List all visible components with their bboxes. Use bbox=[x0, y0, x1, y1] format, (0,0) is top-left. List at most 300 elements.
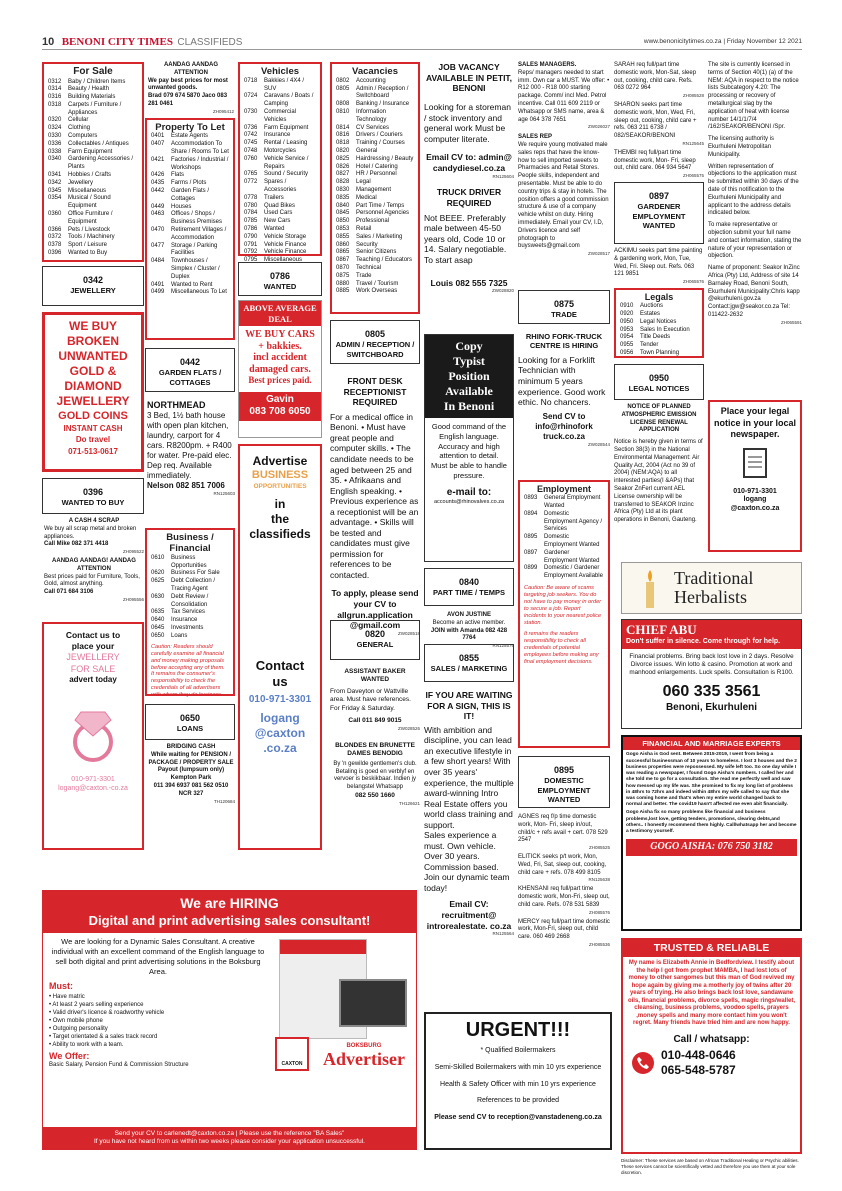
category-code: 0772 bbox=[244, 179, 258, 186]
hiring-offer-label: We Offer: bbox=[49, 1051, 90, 1062]
caxton-logo bbox=[275, 1037, 309, 1071]
hiring-body bbox=[43, 933, 416, 1083]
ad-ref: ZW028526 bbox=[397, 725, 420, 731]
category-label: Technical bbox=[356, 265, 382, 271]
ad-line: advert today bbox=[69, 675, 117, 685]
ad-contact: Call Mike 082 371 4418 bbox=[44, 541, 109, 548]
category-item bbox=[151, 570, 229, 578]
category-label: Houses bbox=[171, 203, 192, 210]
hiring-footer-line: If you have not heard from us within two weeks please consider your application unsuccessful. bbox=[94, 1137, 365, 1145]
category-code: 0463 bbox=[151, 211, 165, 218]
category-item bbox=[151, 594, 229, 610]
category-number: 0855 bbox=[458, 653, 480, 663]
ad-text: MERCY req full/part time domestic work, Mon-Fri, sleep out, child care. 060 469 2668 bbox=[518, 918, 610, 941]
hiring-footer-line: Send your CV to carlenedt@caxton.co.za | Please use the reference "BA Sales" bbox=[114, 1129, 345, 1137]
category-code: 0828 bbox=[336, 179, 350, 186]
category-label: Accounting bbox=[356, 77, 386, 84]
category-label: Insurance bbox=[171, 617, 198, 624]
category-label: Information Technology bbox=[356, 109, 387, 123]
ad-title: BRIDGING CASH bbox=[166, 744, 216, 750]
category-code: 0724 bbox=[244, 93, 258, 100]
category-code: 0610 bbox=[151, 554, 165, 561]
legal-notices-category bbox=[614, 364, 704, 400]
category-code: 0312 bbox=[48, 78, 62, 85]
property-list bbox=[151, 133, 229, 297]
category-code: 0324 bbox=[48, 125, 62, 132]
ad-text: Written representation of objections to the application must be submitted within 30 days of the date of this notification to the Ekurhuleni Municipality and applicant to the address details indicated below. bbox=[708, 163, 799, 217]
we-buy-line: BROKEN bbox=[66, 334, 119, 348]
ad-email: @caxton.co.za bbox=[730, 505, 780, 513]
ad-line: Position bbox=[448, 369, 490, 383]
ad-ref: ZW026027 bbox=[587, 124, 610, 130]
category-code: 0805 bbox=[336, 85, 350, 92]
property-title: Property To Let bbox=[155, 122, 225, 133]
category-label: Factories / Industrial / Workshops bbox=[171, 156, 229, 171]
ad-title: RHINO FORK-TRUCK CENTRE IS HIRING bbox=[525, 332, 603, 351]
cash-scrap-ad bbox=[44, 518, 144, 555]
ad-ref: ZW028820 bbox=[491, 288, 514, 294]
category-item bbox=[336, 179, 414, 187]
page-number: 10 bbox=[42, 36, 55, 48]
category-code: 0470 bbox=[151, 226, 165, 233]
category-code: 0745 bbox=[244, 140, 258, 147]
category-label: Auctions bbox=[640, 303, 664, 310]
category-item bbox=[151, 133, 229, 141]
ad-line: References to be provided bbox=[476, 1097, 560, 1105]
vacancies-box bbox=[330, 62, 420, 314]
category-code: 0808 bbox=[336, 101, 350, 108]
category-code: 0814 bbox=[336, 124, 350, 131]
category-label: Miscellaneous bbox=[68, 187, 107, 194]
ad-email: @caxton bbox=[254, 725, 306, 740]
category-item bbox=[151, 555, 229, 571]
ad-phone: 082 550 1660 bbox=[355, 792, 395, 800]
category-item bbox=[244, 234, 316, 242]
ad-title: ASSISTANT BAKER WANTED bbox=[344, 668, 406, 684]
category-code: 0338 bbox=[48, 148, 62, 155]
category-label: Senior Citizens bbox=[356, 249, 397, 256]
category-number: 0786 bbox=[269, 271, 291, 281]
ad-text: To make representative or objection submit your full name and contact information, stating the nature of your representation or objection. bbox=[708, 222, 802, 260]
ad-text: Reps/ managers needed to start imm. Own car a MUST. We offer: • R12 000 - R18 000 starting package. Comm/ incl Med. Petrol incentive. Call 011 609 2119 or Whatsapp or SMS name, area & age 064 378 7651 bbox=[518, 69, 610, 123]
employment-title: Employment bbox=[536, 484, 591, 494]
category-item bbox=[244, 179, 316, 195]
employment-box bbox=[518, 480, 610, 748]
category-item bbox=[151, 172, 229, 180]
ad-phones: 011 394 6937 081 562 0510 NCR 327 bbox=[153, 782, 229, 797]
category-code: 0820 bbox=[336, 148, 350, 155]
category-code: 0366 bbox=[48, 226, 62, 233]
category-label: Retirement Villages / Accommodation bbox=[171, 226, 227, 241]
ad-text: Financial problems. Bring back lost love in 2 days. Resolve Divorce issues. Win lotto & casino. Promotion at work and manhood enlargements. Luck spells. Consultation is R100. bbox=[629, 653, 794, 677]
category-code: 0318 bbox=[48, 101, 62, 108]
bullet-item: Accuracy and high attention to detail. bbox=[438, 441, 500, 461]
category-item bbox=[244, 93, 316, 109]
category-code: 0396 bbox=[48, 250, 62, 257]
place-legal-ad bbox=[708, 400, 802, 552]
category-label: Legal Notices bbox=[640, 318, 677, 325]
category-item bbox=[336, 156, 414, 164]
category-item bbox=[48, 227, 138, 235]
category-number: 0895 bbox=[553, 765, 575, 775]
category-code: 0320 bbox=[48, 117, 62, 124]
category-code: 0378 bbox=[48, 242, 62, 249]
ad-head: ABOVE AVERAGE DEAL bbox=[239, 301, 321, 326]
category-label: Vehicle Storage bbox=[264, 233, 307, 240]
ad-title: A CASH 4 SCRAP bbox=[68, 518, 120, 524]
ad-text: We buy all scrap metal and broken appliances. bbox=[44, 525, 137, 540]
category-label: General bbox=[356, 148, 378, 155]
hiring-subtitle: Digital and print advertising sales consultant! bbox=[88, 912, 371, 928]
must-item: • Have matric bbox=[49, 993, 85, 1000]
category-label: Gardener Employment Wanted bbox=[544, 549, 600, 564]
category-number: 0875 bbox=[553, 299, 575, 309]
hiring-header bbox=[43, 891, 416, 933]
waiting-sign-ad bbox=[424, 690, 514, 937]
category-label: Miscellaneous bbox=[264, 257, 303, 264]
for-sale-list bbox=[48, 79, 138, 258]
category-code: 0435 bbox=[151, 180, 165, 187]
ad-title: IF YOU ARE WAITING FOR A SIGN, THIS IS IT! bbox=[425, 690, 513, 722]
category-code: 0920 bbox=[620, 311, 634, 318]
category-item bbox=[151, 282, 229, 290]
category-label: Professional bbox=[356, 218, 390, 225]
category-item bbox=[244, 171, 316, 179]
category-item bbox=[244, 125, 316, 133]
category-label: Admin / Reception / Switchboard bbox=[356, 85, 409, 100]
category-label: Farm Equipment bbox=[264, 124, 309, 131]
category-item bbox=[336, 203, 414, 211]
ad-ref: ZH085525 bbox=[588, 845, 610, 851]
category-label: Commercial Vehicles bbox=[264, 109, 297, 123]
category-label: Hotel / Catering bbox=[356, 163, 398, 170]
ad-phone: 010-971-3301 bbox=[71, 776, 115, 784]
ad-line: Semi-Skilled Boilermakers with min 10 yrs experience bbox=[434, 1063, 602, 1071]
assistant-baker-ad bbox=[330, 668, 420, 731]
for-sale-box bbox=[42, 62, 144, 262]
category-label: Sales In Execution bbox=[640, 326, 690, 333]
category-label: Hobbies / Crafts bbox=[68, 172, 112, 179]
ad-text: Place your legal notice in your local newspaper. bbox=[714, 406, 797, 440]
category-item bbox=[336, 242, 414, 250]
caution-text: Caution: Be aware of scams targeting job seekers. You do not have to pay money in order to secure a job. Report incidents to your nearest police station. bbox=[524, 585, 602, 626]
category-label: Spares / Accessories bbox=[264, 179, 297, 194]
ad-title: URGENT!!! bbox=[465, 1019, 571, 1041]
category-code: 0840 bbox=[336, 202, 350, 209]
category-label: Town Planning bbox=[640, 350, 680, 357]
category-code: 0885 bbox=[336, 288, 350, 295]
ad-contact: us bbox=[272, 674, 288, 690]
category-label: Baby / Children Items bbox=[68, 78, 126, 85]
category-label: Estate Agents bbox=[171, 133, 209, 140]
category-code: 0780 bbox=[244, 202, 258, 209]
bullet-item: Must be able to handle pressure. bbox=[431, 461, 507, 480]
ad-email: logang@caxton.-co.za bbox=[58, 785, 128, 793]
ad-text: KHENSANI req full/part time domestic work, Mon-Fri, sleep out, child care. Refs. 078 531 5839 bbox=[518, 886, 610, 908]
herbalists-banner bbox=[621, 562, 802, 614]
ackimu-ad bbox=[614, 248, 704, 285]
hiring-title: We are HIRING bbox=[180, 895, 279, 911]
category-item bbox=[151, 227, 229, 243]
category-label: Vehicle Service / Repairs bbox=[264, 155, 309, 170]
phone-icon bbox=[631, 1051, 655, 1075]
category-label: Insurance bbox=[264, 132, 291, 139]
category-item bbox=[620, 342, 698, 350]
ad-title: AANDAG AANDAG ATTENTION bbox=[163, 62, 219, 76]
category-code: 0790 bbox=[244, 233, 258, 240]
ad-line: classifieds bbox=[249, 526, 311, 541]
vacancies-title: Vacancies bbox=[352, 66, 398, 77]
ad-line: * Qualified Boilermakers bbox=[480, 1047, 556, 1054]
category-label: Storage / Parking Facilities bbox=[171, 242, 218, 257]
category-label: Tax Services bbox=[171, 609, 206, 616]
ad-text: SHARON seeks part time domestic work, Mon, Wed, Fri, sleep out, cooking, child care + refs. 063 211 6738 / 082/SEAKOR/BENONI bbox=[614, 102, 697, 140]
category-label: Rental / Leasing bbox=[264, 140, 308, 147]
category-item bbox=[151, 188, 229, 204]
category-label: Bakkies / 4X4 / SUV bbox=[264, 77, 305, 92]
category-label: Townhouses / Simplex / Cluster / Duplex bbox=[171, 258, 220, 280]
ad-title: TRUSTED & RELIABLE bbox=[623, 940, 800, 957]
category-code: 0827 bbox=[336, 171, 350, 178]
category-item bbox=[48, 250, 138, 258]
category-code: 0336 bbox=[48, 140, 62, 147]
category-label: Computers bbox=[68, 133, 98, 140]
ad-title: BLONDES EN BRUNETTE DAMES BENODIG bbox=[335, 742, 415, 758]
business-list bbox=[151, 555, 229, 641]
category-item bbox=[524, 550, 604, 566]
category-code: 0784 bbox=[244, 210, 258, 217]
category-label: Wanted bbox=[264, 226, 285, 233]
ad-name: Gavin bbox=[239, 392, 321, 407]
section-title: CLASSIFIEDS bbox=[177, 37, 243, 48]
ad-ref: ZH095556 bbox=[122, 596, 144, 602]
ad-line: in bbox=[274, 496, 286, 511]
ad-email: Email CV to: admin@ candydiesel.co.za bbox=[426, 152, 512, 173]
category-item bbox=[151, 258, 229, 281]
category-code: 0778 bbox=[244, 194, 258, 201]
category-code: 0899 bbox=[524, 565, 538, 572]
ad-text: The site is currently licensed in terms of Section 40(1) (a) of the NEM: AQA in respect to the notice lists Subcategory 4.20: The processing or recovery of metallurgical slag by the application of heat with license number 14/1/1/7/4 /162/SEAKOR/BENONI /Spr. bbox=[708, 62, 799, 131]
category-label: Retail bbox=[356, 226, 372, 233]
ad-name: logang bbox=[743, 496, 767, 504]
category-code: 0955 bbox=[620, 342, 634, 349]
category-number: 0897 bbox=[648, 191, 670, 201]
category-code: 0870 bbox=[336, 265, 350, 271]
ad-contact: Contact bbox=[255, 657, 305, 673]
hiring-must-label: Must: bbox=[49, 981, 73, 992]
ad-email: .co.za bbox=[263, 740, 297, 755]
category-item bbox=[244, 249, 316, 257]
category-number: 0805 bbox=[364, 329, 386, 339]
category-item bbox=[244, 109, 316, 125]
ad-ref: ZH085576 bbox=[588, 909, 610, 915]
domestic-column-ads bbox=[614, 62, 704, 179]
ad-text: Looking for a storeman / stock inventory and general work Must be computer literate. bbox=[424, 101, 511, 144]
category-label: JEWELLERY bbox=[70, 286, 116, 296]
ad-email: accounts@rhinovalves.co.za bbox=[433, 499, 505, 505]
ad-title: SALES MANAGERS. bbox=[518, 62, 577, 68]
category-item bbox=[620, 303, 698, 311]
category-label: Security bbox=[356, 241, 378, 248]
ad-phone: 010-971-3301 bbox=[248, 694, 312, 706]
front-desk-ad bbox=[330, 376, 420, 637]
wanted-to-buy-category bbox=[42, 478, 144, 514]
business-title: Business / Financial bbox=[166, 532, 214, 555]
category-item bbox=[48, 242, 138, 250]
ad-text: For a medical office in Benoni. • Must have great people and computer skills. • The candidate needs to be aged between 25 and 35. • Afrikaans and English speaking. • Previous experience as a receptionist will be an advantage. • Skills will be tested and candidates must give permission for references to be contacted. bbox=[330, 411, 419, 580]
ad-text: With ambition and discipline, you can lead an executive lifestyle in a few short years! With over 35 years' experience, the multiple award-winning Intro Real Estate offers you world class training and support. bbox=[424, 724, 514, 830]
category-item bbox=[151, 633, 229, 641]
ad-ref: ZH065576 bbox=[682, 279, 704, 285]
category-item bbox=[151, 211, 229, 227]
category-item bbox=[336, 210, 414, 218]
ad-line: In Benoni bbox=[443, 399, 495, 413]
category-code: 0853 bbox=[336, 226, 350, 233]
ad-ref: ZH085528 bbox=[682, 93, 704, 99]
category-label: Flats bbox=[171, 172, 185, 179]
license-notice bbox=[708, 62, 802, 326]
category-label: Teaching / Educators bbox=[356, 257, 413, 264]
general-category bbox=[330, 620, 420, 660]
category-number: 0342 bbox=[82, 275, 104, 285]
ad-text: We pay best prices for most unwanted goods. bbox=[148, 77, 228, 92]
category-code: 0845 bbox=[336, 210, 350, 217]
ad-ref: ZH095522 bbox=[122, 549, 144, 555]
above-average-ad bbox=[238, 300, 322, 438]
ad-ref: TH126621 bbox=[398, 800, 420, 806]
hiring-offer-text: Basic Salary, Pension Fund & Commission Structure bbox=[49, 1062, 189, 1069]
category-label: Wanted to Rent bbox=[171, 281, 213, 288]
category-item bbox=[48, 94, 138, 102]
gardener-category bbox=[614, 182, 704, 244]
category-code: 0802 bbox=[336, 77, 350, 84]
ad-apply: To apply, please send your CV to allgrun.application @gmail.com bbox=[331, 588, 419, 631]
ad-text: Gogo Aisha fix so many problems like financial and business problems,lost love, getting tenders, promotions, clearing debts,and others.. I honestly recommend them highly. Call/whatsapp her and become a testimony yourself. bbox=[626, 810, 797, 835]
category-code: 0314 bbox=[48, 86, 62, 93]
category-code: 0795 bbox=[244, 257, 258, 264]
category-label: DOMESTIC EMPLOYMENT WANTED bbox=[537, 776, 591, 804]
category-label: Investments bbox=[171, 624, 204, 631]
ad-text: My name is Elizabeth Annie in Bedfordview. I testify about the help I got from prophet MAMBA, I had lost lots of money to other sangomes but this man of God revived my hope again by giving me a motherly joy of twins after 20 years of trying. He also brings back lost love, sandawane oils, financial problems, divorce spells, magic rings/wallet, cleansing, business problems, voodoo spells, prayers ,money spells and many more contact him you won't regret. Many friends have tried him and are now happy. bbox=[627, 960, 796, 1027]
ad-text: We require young motivated male sales reps that have the know-how to sell imported sweets to Pharmacies and Retail Stores. People skills, independent and presentable. Must be able to do country trips & stay in hotels. The position offers a good commission structure & use of a company vehicle whilst on duty. Hiring immediately. Email your CV, I.D, Drivers licence and self photograph to buysweets@gmail.com bbox=[518, 142, 609, 250]
category-item bbox=[151, 289, 229, 297]
domestic-wanted-category bbox=[518, 756, 610, 808]
business-box bbox=[145, 528, 235, 699]
we-buy-line: UNWANTED bbox=[58, 349, 128, 363]
category-item bbox=[48, 125, 138, 133]
category-label: GARDEN FLATS / COTTAGES bbox=[158, 368, 222, 387]
category-label: Farm Equipment bbox=[68, 148, 113, 155]
page-header bbox=[42, 36, 802, 50]
legals-box bbox=[614, 288, 704, 358]
category-code: 0816 bbox=[336, 132, 350, 139]
ad-ref: RN125576 bbox=[492, 643, 514, 649]
category-code: 0880 bbox=[336, 280, 350, 287]
category-label: Carpets / Furniture / Appliances bbox=[68, 101, 122, 116]
ad-ref: RN125564 bbox=[492, 931, 514, 937]
category-code: 0910 bbox=[620, 303, 634, 310]
bullet-item: Good command of the English language. bbox=[431, 422, 507, 441]
admin-reception-category bbox=[330, 320, 420, 364]
ad-text: ACKIMU seeks part time painting & gardening work, Mon, Tue, Wed, Fri. Sleep out. Refs. 063 121 9851 bbox=[614, 248, 703, 278]
category-item bbox=[336, 195, 414, 203]
category-item bbox=[244, 156, 316, 172]
category-code: 0354 bbox=[48, 195, 62, 202]
category-number: 0820 bbox=[364, 629, 386, 639]
category-code: 0491 bbox=[151, 281, 165, 288]
category-item bbox=[336, 218, 414, 226]
category-label: PART TIME / TEMPS bbox=[433, 588, 505, 598]
must-item: • Own mobile phone bbox=[49, 1017, 103, 1024]
hiring-ad bbox=[42, 890, 417, 1150]
ad-line: place your bbox=[71, 641, 115, 652]
we-buy-line: JEWELLERY bbox=[56, 394, 130, 408]
category-item bbox=[48, 156, 138, 172]
category-label: Drivers / Couriers bbox=[356, 132, 403, 139]
must-item: • Valid driver's licence & roadworthy vehicle bbox=[49, 1009, 165, 1016]
category-item bbox=[336, 164, 414, 172]
category-label: Business For Sale bbox=[171, 570, 220, 577]
category-label: Tender bbox=[640, 342, 659, 349]
newspaper-masthead bbox=[280, 940, 366, 954]
legal-document-icon bbox=[740, 447, 770, 481]
jewellery-category bbox=[42, 266, 144, 306]
category-code: 0372 bbox=[48, 234, 62, 241]
aandag-ad bbox=[148, 62, 234, 115]
must-item: • Outgoing personality bbox=[49, 1025, 108, 1032]
category-number: 0840 bbox=[458, 577, 480, 587]
ad-line: JEWELLERY bbox=[66, 652, 120, 663]
category-label: Jewellery bbox=[68, 179, 94, 186]
ad-contact: Brad 079 674 5870 Jaco 083 281 0461 bbox=[148, 93, 228, 107]
category-code: 0340 bbox=[48, 156, 62, 163]
ad-phone: 010-448-0646 bbox=[661, 1048, 736, 1063]
ad-ref: RN125645 bbox=[682, 141, 704, 147]
ad-phone: 010-971-3301 bbox=[733, 487, 777, 495]
category-label: Caravans / Boats / Camping bbox=[264, 93, 314, 108]
category-item bbox=[244, 218, 316, 226]
category-item bbox=[244, 132, 316, 140]
ad-email: logang bbox=[260, 710, 300, 725]
category-code: 0341 bbox=[48, 172, 62, 179]
must-item: • At least 2 years selling experience bbox=[49, 1001, 144, 1008]
sales-marketing-category bbox=[424, 644, 514, 682]
category-label: Sales / Marketing bbox=[356, 233, 403, 240]
ad-ref: RN125604 bbox=[492, 173, 514, 179]
ad-email: Email CV: recruitment@ introrealestate. co.za bbox=[426, 899, 512, 931]
category-code: 0855 bbox=[336, 233, 350, 240]
ad-line: damaged cars. bbox=[249, 363, 311, 375]
category-item bbox=[244, 226, 316, 234]
category-item bbox=[151, 609, 229, 617]
category-label: Wanted to Buy bbox=[68, 250, 108, 257]
category-item bbox=[336, 234, 414, 242]
chief-abu-ad bbox=[621, 619, 802, 729]
phone-numbers bbox=[661, 1048, 736, 1078]
we-buy-line: INSTANT CASH bbox=[63, 424, 123, 434]
category-code: 0835 bbox=[336, 194, 350, 201]
notice-planned-ad bbox=[614, 404, 704, 525]
ad-text: SARAH req full/part time domestic work, Mon-Sat, sleep out, cooking, child care. Refs. 063 0272 964 bbox=[614, 62, 697, 92]
category-item bbox=[336, 171, 414, 179]
ad-ref: ZH065575 bbox=[682, 173, 704, 179]
category-label: Title Deeds bbox=[640, 334, 671, 341]
ad-title: NORTHMEAD bbox=[147, 400, 206, 410]
spacer bbox=[244, 542, 316, 658]
category-label: Trailers bbox=[264, 194, 284, 201]
category-item bbox=[336, 281, 414, 289]
ad-title: AVON JUSTINE bbox=[447, 612, 491, 618]
